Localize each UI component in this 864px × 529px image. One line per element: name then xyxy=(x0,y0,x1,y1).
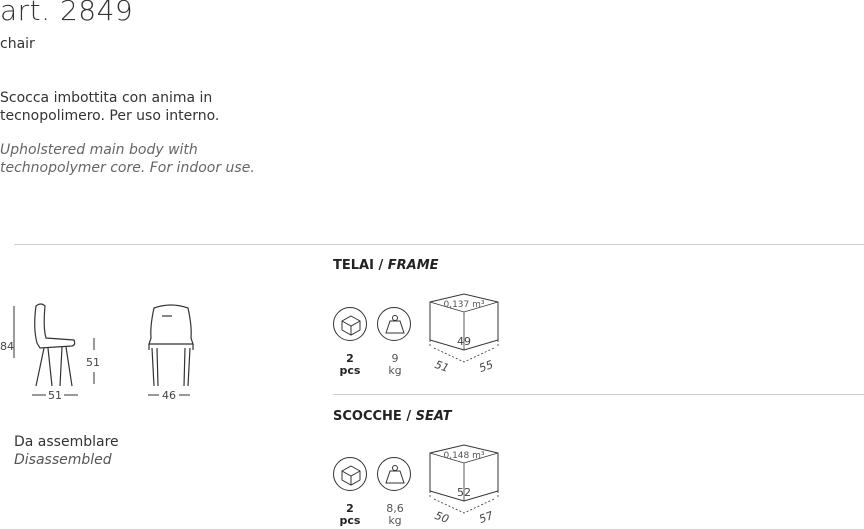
frame-box-depth: 51 xyxy=(433,357,451,375)
seat-weight-value: 8,6 xyxy=(386,502,404,515)
front-leg-left xyxy=(152,348,154,386)
seat-title-it: SCOCCHE / xyxy=(333,409,412,424)
assembly-english: Disassembled xyxy=(14,452,112,468)
side-inner-leg xyxy=(48,348,52,386)
frame-section-title xyxy=(333,258,439,273)
seat-height-label: 51 xyxy=(86,356,100,369)
depth-label: 51 xyxy=(48,389,62,402)
seat-weight xyxy=(375,503,415,527)
frame-box-width: 55 xyxy=(477,357,495,375)
frame-box-height: 49 xyxy=(457,335,471,348)
description-italian xyxy=(0,89,260,125)
seat-pcs-unit: pcs xyxy=(339,514,361,527)
assembly-italian: Da assemblare xyxy=(14,434,119,450)
side-rear-leg xyxy=(60,347,62,386)
description-it-line-1: Scocca imbottita con anima in xyxy=(0,90,213,106)
frame-weight-value: 9 xyxy=(391,352,399,365)
package-box-icon xyxy=(428,443,502,527)
front-leg-right xyxy=(188,348,190,386)
frame-pcs-unit: pcs xyxy=(339,364,361,377)
seat-box-height: 52 xyxy=(457,486,471,499)
seat-box-width: 57 xyxy=(477,508,495,526)
seat-pcs-value: 2 xyxy=(346,502,354,515)
seat-pcs xyxy=(330,503,370,527)
side-seat-shape xyxy=(35,304,75,348)
frame-title-en: FRAME xyxy=(387,258,439,273)
frame-weight-unit: kg xyxy=(388,364,402,377)
frame-weight xyxy=(375,353,415,377)
section-divider-2 xyxy=(333,394,864,395)
frame-box-volume: 0,137 m³ xyxy=(443,300,485,310)
frame-title-it: TELAI / xyxy=(333,258,384,273)
description-it-line-2: tecnopolimero. Per uso interno. xyxy=(0,108,220,124)
package-box-icon xyxy=(428,292,502,376)
seat-section-title xyxy=(333,409,452,424)
weight-icon xyxy=(377,307,411,341)
side-front-leg xyxy=(36,348,44,386)
box-icon xyxy=(333,457,367,491)
chair-side-view xyxy=(35,304,75,386)
front-leg-left-inner xyxy=(157,348,158,386)
frame-pcs-value: 2 xyxy=(346,352,354,365)
front-leg-right-inner xyxy=(184,348,185,386)
product-subtitle: chair xyxy=(0,36,35,52)
product-title: art. 2849 xyxy=(0,0,134,27)
description-english xyxy=(0,141,270,177)
seat-title-en: SEAT xyxy=(415,409,452,424)
width-label: 46 xyxy=(162,389,176,402)
height-dimension-label: 84 xyxy=(0,340,14,353)
chair-front-view xyxy=(149,305,193,386)
frame-pcs xyxy=(330,353,370,377)
front-seat-shape xyxy=(149,305,193,344)
seat-box-volume: 0,148 m³ xyxy=(443,451,485,461)
side-back-leg xyxy=(66,347,72,386)
box-icon xyxy=(333,307,367,341)
section-divider xyxy=(14,244,864,245)
description-en-line-2: technopolymer core. For indoor use. xyxy=(0,160,255,176)
seat-box-depth: 50 xyxy=(433,508,451,526)
chair-dimension-drawing xyxy=(0,298,200,404)
weight-icon xyxy=(377,457,411,491)
description-en-line-1: Upholstered main body with xyxy=(0,142,198,158)
seat-weight-unit: kg xyxy=(388,514,402,527)
